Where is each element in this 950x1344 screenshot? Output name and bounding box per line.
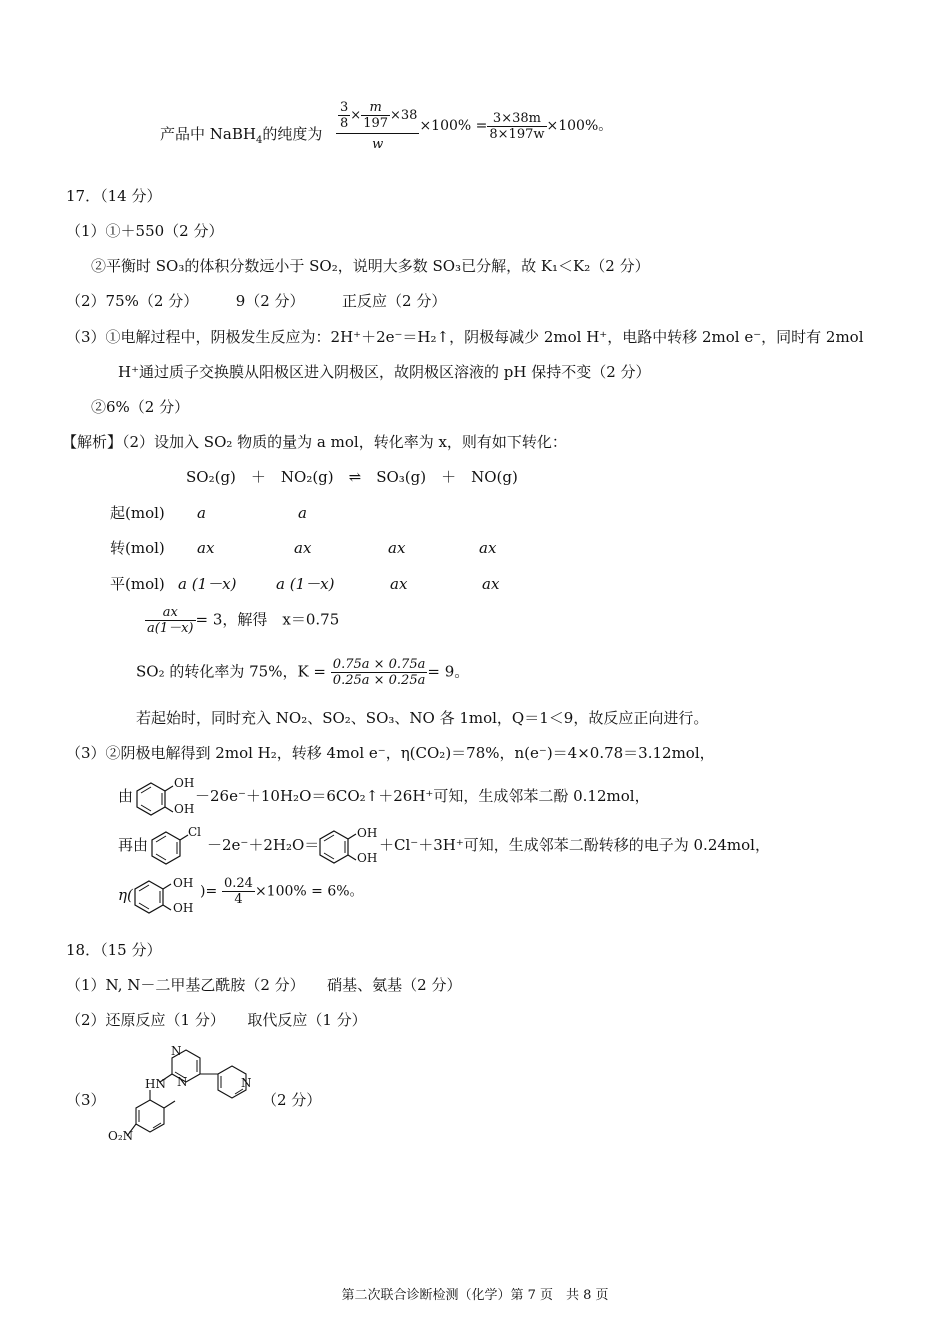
fraction-num: 3×38m bbox=[487, 111, 546, 127]
k-equation bbox=[136, 657, 469, 688]
ice-cell: a bbox=[197, 504, 206, 522]
oh-label: OH bbox=[174, 776, 195, 790]
purity-outer-numerator: $\frac{3}{8}$ × $\frac{m}{197}$ ×38 bbox=[336, 100, 419, 134]
atom-label: HN bbox=[145, 1077, 166, 1091]
fraction-den: 8×197w bbox=[489, 126, 545, 142]
ax-fraction bbox=[145, 605, 196, 636]
cl-label: Cl bbox=[188, 825, 202, 839]
q17-part3-c: ②6%（2 分） bbox=[91, 398, 190, 416]
q18-part3-score: （2 分） bbox=[262, 1091, 322, 1109]
purity-mid: ×100% = bbox=[419, 118, 488, 134]
fraction-den: a(1－x) bbox=[147, 621, 194, 636]
m-over-197 bbox=[361, 100, 390, 131]
oh-label: OH bbox=[173, 901, 194, 915]
fraction-num: 0.24 bbox=[223, 876, 253, 891]
ice-cell: ax bbox=[390, 575, 408, 593]
fraction-num: ax bbox=[145, 605, 196, 621]
purity-prefix-sub: 4 bbox=[255, 135, 263, 146]
part3-line3-mid: －2e⁻＋2H₂O＝ bbox=[207, 836, 320, 854]
fraction-num: 3 bbox=[340, 100, 349, 115]
ice-cell: ax bbox=[479, 539, 497, 557]
ice-cell: a (1－x) bbox=[276, 575, 335, 593]
part3-line3-prefix: 再由 bbox=[118, 836, 149, 854]
part3-line1: （3）②阴极电解得到 2mol H₂，转移 4mol e⁻，η(CO₂)＝78%，n(e⁻)＝4×0.78＝3.12mol， bbox=[66, 744, 715, 762]
ice-cell: ax bbox=[197, 539, 215, 557]
oh-label: OH bbox=[357, 826, 378, 840]
eta-prefix: η( bbox=[118, 886, 133, 904]
q18-part3-label: （3） bbox=[66, 1091, 106, 1109]
q17-part1-b: ②平衡时 SO₃的体积分数远小于 SO₂，说明大多数 SO₃已分解，故 K₁＜K₂（2 分） bbox=[91, 257, 650, 275]
equilibrium-equation: SO₂(g) ＋ NO₂(g) ⇌ SO₃(g) ＋ NO(g) bbox=[186, 468, 518, 486]
fraction-num: m bbox=[361, 100, 390, 116]
part3-line3-rest: ＋Cl⁻＋3H⁺可知，生成邻苯二酚转移的电子为 0.24mol， bbox=[379, 836, 770, 854]
fraction-den: 8 bbox=[340, 116, 349, 131]
k-fraction bbox=[331, 657, 428, 688]
purity-prefix-end: 的纯度为 bbox=[262, 125, 323, 143]
times-38: ×38 bbox=[390, 108, 418, 123]
ice-cell: ax bbox=[294, 539, 312, 557]
atom-label: N bbox=[171, 1044, 182, 1058]
q18-heading: 18．（15 分） bbox=[66, 941, 162, 959]
fraction-den: 0.25a × 0.25a bbox=[332, 673, 426, 688]
q17-part1-a: （1）①＋550（2 分） bbox=[66, 222, 224, 240]
fraction-num: 0.75a × 0.75a bbox=[332, 657, 426, 672]
part3-line2-prefix: 由 bbox=[118, 787, 134, 805]
ice-row-label: 起(mol) bbox=[110, 504, 165, 522]
three-eighths bbox=[338, 100, 350, 131]
catechol-structure-2 bbox=[318, 824, 358, 868]
ice-cell: ax bbox=[482, 575, 500, 593]
purity-outer-denominator: w bbox=[372, 137, 384, 152]
atom-label: N bbox=[241, 1076, 252, 1090]
conversion-result: = 3，解得 x＝0.75 bbox=[195, 610, 340, 629]
q18-part2: （2）还原反应（1 分） 取代反应（1 分） bbox=[66, 1011, 367, 1029]
q17-heading: 17．（14 分） bbox=[66, 187, 162, 205]
eta-close: )= bbox=[200, 883, 218, 900]
purity-end: ×100%。 bbox=[546, 118, 613, 134]
ice-cell: a (1－x) bbox=[178, 575, 237, 593]
q-comparison: 若起始时，同时充入 NO₂、SO₂、SO₃、NO 各 1mol，Q＝1＜9，故反应正向进行。 bbox=[136, 709, 709, 727]
oh-label: OH bbox=[173, 876, 194, 890]
k-result: = 9。 bbox=[427, 662, 470, 681]
eta-result: ×100% = 6%。 bbox=[254, 883, 364, 900]
purity-prefix: 产品中 NaBH bbox=[160, 125, 256, 143]
purity-outer-fraction bbox=[336, 100, 419, 152]
part3-line2-rest: －26e⁻＋10H₂O＝6CO₂↑＋26H⁺可知，生成邻苯二酚 0.12mol， bbox=[195, 787, 650, 805]
chlorophenol-structure bbox=[150, 826, 190, 866]
atom-label: O₂N bbox=[108, 1129, 134, 1143]
eta-fraction bbox=[222, 876, 255, 907]
purity-line bbox=[160, 124, 322, 144]
analysis-intro: 【解析】（2）设加入 SO₂ 物质的量为 a mol，转化率为 x，则有如下转化： bbox=[62, 433, 567, 451]
purity-formula bbox=[336, 100, 612, 152]
fraction-den: 4 bbox=[234, 892, 243, 907]
eta-equation bbox=[200, 876, 364, 907]
ice-cell: ax bbox=[388, 539, 406, 557]
catechol-structure-3 bbox=[133, 874, 173, 918]
q17-part2: （2）75%（2 分） 9（2 分） 正反应（2 分） bbox=[66, 292, 447, 310]
ice-row-label: 平(mol) bbox=[110, 575, 165, 593]
ice-cell: a bbox=[298, 504, 307, 522]
oh-label: OH bbox=[174, 802, 195, 816]
purity-second-fraction bbox=[487, 111, 546, 142]
page-footer: 第二次联合诊断检测（化学）第 7 页 共 8 页 bbox=[341, 1288, 609, 1303]
q17-part3-a: （3）①电解过程中，阴极发生反应为：2H⁺＋2e⁻＝H₂↑，阴极每减少 2mol H⁺，电路中转移 2mol e⁻，同时有 2mol bbox=[66, 328, 864, 346]
q18-part1: （1）N, N－二甲基乙酰胺（2 分） 硝基、氨基（2 分） bbox=[66, 976, 462, 994]
fraction-den: 197 bbox=[363, 116, 389, 131]
k-prefix: SO₂ 的转化率为 75%，K = bbox=[136, 662, 327, 681]
oh-label: OH bbox=[357, 851, 378, 865]
atom-label: N bbox=[177, 1075, 188, 1089]
q17-part3-b: H⁺通过质子交换膜从阳极区进入阴极区，故阴极区溶液的 pH 保持不变（2 分） bbox=[118, 363, 651, 381]
ice-row-label: 转(mol) bbox=[110, 539, 165, 557]
conversion-equation bbox=[145, 605, 339, 636]
